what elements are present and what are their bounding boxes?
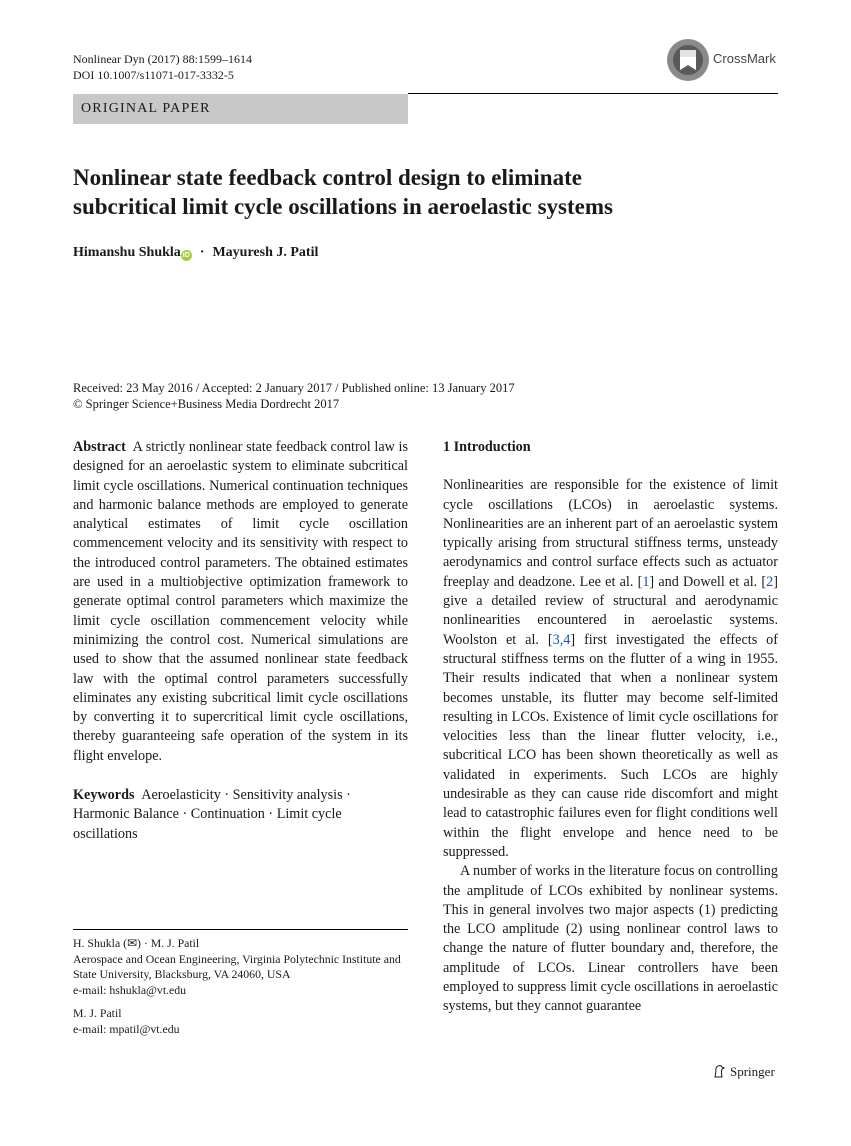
abstract	[73, 438, 408, 766]
author-shukla[interactable]: Himanshu Shukla	[73, 245, 181, 260]
citation-3[interactable]: 3	[552, 631, 560, 648]
corresponding-author: H. Shukla (✉) · M. J. Patil	[73, 936, 200, 950]
doi[interactable]: DOI 10.1007/s11071-017-3332-5	[73, 68, 234, 82]
article-title	[73, 163, 773, 221]
crossmark-badge[interactable]	[666, 38, 786, 82]
orcid-icon[interactable]: iD	[182, 252, 190, 259]
abstract-label: Abstract	[73, 439, 126, 455]
title-line-2: subcritical limit cycle oscillations in aeroelastic systems	[73, 194, 613, 219]
intro-paragraph-1: Nonlinearities are responsible for the existence of limit cycle oscillations (LCOs) in aeroelastic systems. Nonlinearities are an inherent part of an aeroelastic system typically arising from structural stiffness terms, unsteady aerodynamics and control surface effects such as actuator freeplay and deadzone. Lee et al. [1] and Dowell et al. [2] give a detailed review of structural and aerodynamic nonlinearities encountered in aeroelastic systems. Woolston et al. [3,4] first investigated the effects of structural stiffness terms on the flutter of a wing in 1955. Their results indicated that when a nonlinear system becomes unstable, its flutter may become self-limited resulting in LCOs. Existence of limit cycle oscillations for velocities less than the linear flutter velocity, i.e., subcritical LCO has been shown theoretically as well as validated in experiments. Such LCOs are highly undesirable as they can cause ride discomfort and might lead to catastrophic failures even for flight conditions well within the flight envelope and hence need to be suppressed.	[443, 477, 778, 860]
affiliation: Aerospace and Ocean Engineering, Virginia Polytechnic Institute and State University, Blacksburg, VA 24060, USA	[73, 951, 401, 981]
journal-header	[73, 51, 252, 83]
author-affiliations	[73, 936, 408, 1037]
publisher-name: Springer	[730, 1064, 775, 1079]
article-dates	[73, 380, 515, 412]
publisher-footer	[712, 1064, 775, 1080]
section-heading-introduction: 1 Introduction	[443, 439, 531, 455]
publication-history: Received: 23 May 2016 / Accepted: 2 January 2017 / Published online: 13 January 2017	[73, 381, 515, 395]
springer-horse-icon	[712, 1064, 726, 1078]
email-patil[interactable]: e-mail: mpatil@vt.edu	[73, 1021, 180, 1036]
header-rule	[408, 93, 778, 94]
keywords-label: Keywords	[73, 787, 135, 804]
paper-type-label: ORIGINAL PAPER	[81, 101, 211, 116]
title-line-1: Nonlinear state feedback control design to eliminate	[73, 165, 582, 190]
keywords-text: Aeroelasticity · Sensitivity analysis · Harmonic Balance · Continuation · Limit cycle oscillations	[73, 787, 351, 842]
abstract-text: A strictly nonlinear state feedback control law is designed for an aeroelastic system to eliminate subcritical limit cycle oscillations. Numerical continuation techniques and harmonic balance methods are employed to generate analytical estimates of limit cycle oscillation commencement velocity and its sensitivity with respect to the introduced control parameters. The obtained estimates are used in a multiobjective optimization framework to generate optimal control parameters which maximize the limit cycle oscillation commencement velocity while minimizing the control cost. Numerical simulations are used to show that the assumed nonlinear state feedback law with the optimal control parameters successfully eliminates any existing subcritical limit cycle oscillations by converting it to supercritical limit cycle oscillations, thereby guaranteeing safe operation of the system in its flight envelope.	[73, 439, 408, 764]
crossmark-icon	[666, 38, 710, 82]
keywords	[73, 786, 408, 844]
citation-1[interactable]: 1	[642, 573, 650, 590]
copyright: © Springer Science+Business Media Dordrecht 2017	[73, 397, 340, 411]
author-patil[interactable]: Mayuresh J. Patil	[212, 245, 319, 260]
crossmark-label: CrossMark	[713, 51, 776, 66]
citation-4[interactable]: 4	[563, 631, 571, 648]
paper-type-banner	[73, 94, 408, 124]
author-separator: ·	[199, 245, 205, 260]
email-shukla[interactable]: e-mail: hshukla@vt.edu	[73, 982, 187, 997]
citation-2[interactable]: 2	[766, 573, 774, 590]
intro-paragraph-2: A number of works in the literature focus on controlling the amplitude of LCOs exhibited by nonlinear systems. This in general involves two major aspects (1) predicting the LCO amplitude (2) using nonlinear control laws to change the nature of flutter boundary and, therefore, the amplitude of LCOs. Linear controllers have been employed to suppress limit cycle oscillations in aeroelastic systems, but they cannot guarantee	[443, 863, 778, 1015]
right-column	[443, 438, 778, 1017]
journal-citation: Nonlinear Dyn (2017) 88:1599–1614	[73, 52, 252, 66]
author-list	[73, 245, 318, 261]
author-patil-footnote: M. J. Patil	[73, 1006, 122, 1020]
left-column	[73, 438, 408, 844]
footnote-rule	[73, 929, 408, 930]
